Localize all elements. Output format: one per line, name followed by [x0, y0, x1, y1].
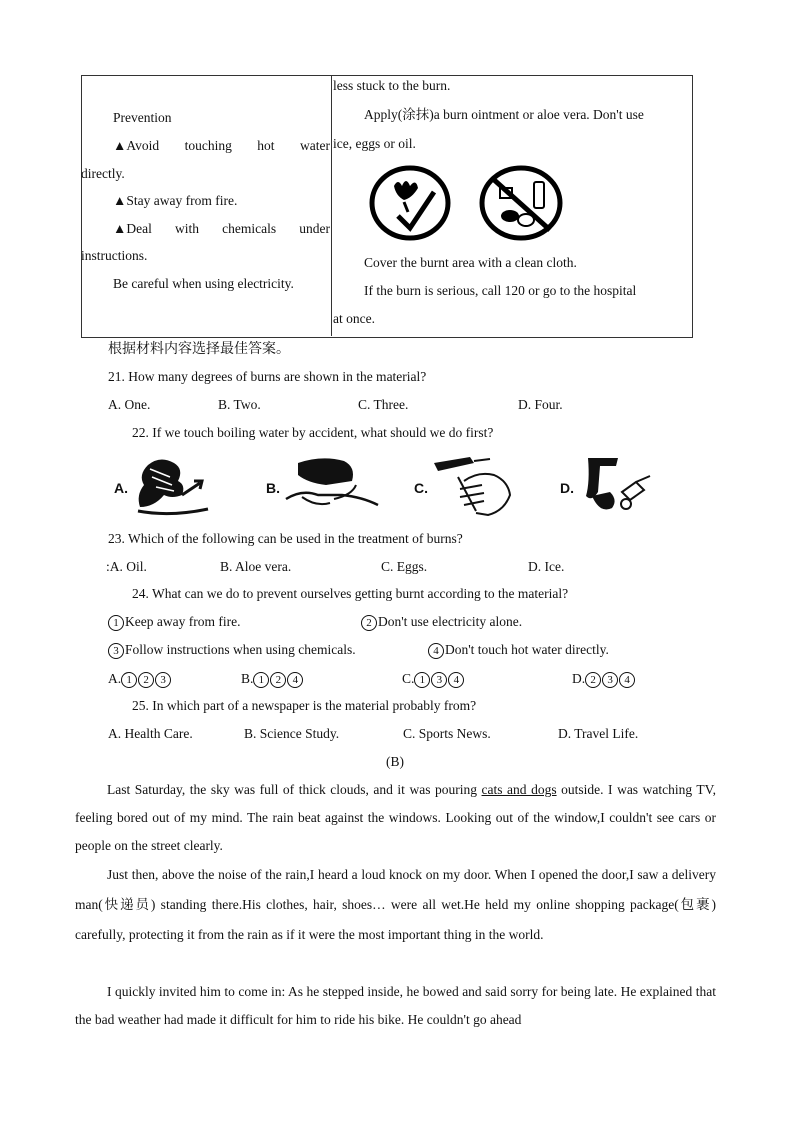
q21-option-d[interactable]: D. Four.: [518, 397, 563, 412]
q23-option-a[interactable]: :A. Oil.: [106, 559, 147, 574]
q21-option-b[interactable]: B. Two.: [218, 397, 261, 412]
q24-statement-3: 3 Follow instructions when using chemicals.: [108, 642, 356, 659]
q22-option-d-label[interactable]: D.: [560, 480, 574, 496]
circled-number: 2: [361, 615, 377, 631]
prevention-item-3-cont: instructions.: [81, 248, 148, 263]
q24-option-d[interactable]: D. 2 3 4: [572, 671, 636, 688]
q24-option-b[interactable]: B. 1 2 4: [241, 671, 304, 688]
q24-statement-2: 2 Don't use electricity alone.: [361, 614, 522, 631]
q25-option-d[interactable]: D. Travel Life.: [558, 726, 639, 741]
circled-number: 4: [428, 643, 444, 659]
q23-option-b[interactable]: B. Aloe vera.: [220, 559, 292, 574]
treatment-line-2: Apply(涂抹)a burn ointment or aloe vera. Don't use: [364, 107, 644, 122]
q22-option-b-label[interactable]: B.: [266, 480, 280, 496]
q21-stem: 21. How many degrees of burns are shown in the material?: [108, 369, 427, 384]
treatment-line-1: less stuck to the burn.: [333, 78, 451, 93]
q22-option-a-label[interactable]: A.: [114, 480, 128, 496]
q25-option-c[interactable]: C. Sports News.: [403, 726, 491, 741]
circled-number: 3: [108, 643, 124, 659]
passage-paragraph-3: I quickly invited him to come in: As he stepped inside, he bowed and said sorry for being late. He explained that the bad weather had made it difficult for him to ride his bike. He couldn't go ahead: [75, 984, 716, 1027]
prevention-item-4: Be careful when using electricity.: [113, 276, 294, 291]
q23-stem: 23. Which of the following can be used in the treatment of burns?: [108, 531, 463, 546]
q24-statement-1: 1 Keep away from fire.: [108, 614, 240, 631]
q22-option-c-label[interactable]: C.: [414, 480, 428, 496]
cloth-on-burn-icon[interactable]: [282, 455, 382, 519]
instruction: 根据材料内容选择最佳答案。: [108, 341, 290, 357]
prevention-item-1: ▲Avoid touching hot water: [113, 138, 330, 153]
q22-stem: 22. If we touch boiling water by accident, what should we do first?: [132, 425, 494, 440]
q23-option-c[interactable]: C. Eggs.: [381, 559, 428, 574]
circled-number: 1: [108, 615, 124, 631]
treatment-line-2-cont: ice, eggs or oil.: [333, 136, 416, 151]
q24-option-c[interactable]: C. 1 3 4: [402, 671, 465, 688]
q24-statement-4: 4 Don't touch hot water directly.: [428, 642, 609, 659]
q25-option-b[interactable]: B. Science Study.: [244, 726, 340, 741]
q24-stem: 24. What can we do to prevent ourselves getting burnt according to the material?: [132, 586, 569, 601]
prevention-title: Prevention: [113, 110, 172, 125]
passage-paragraph-2: Just then, above the noise of the rain,I heard a loud knock on my door. When I opened the door,I saw a delivery man(快递员) standing there.His clothes, hair, shoes… were all wet.He held my online shopping package(包裹) carefully, protecting it from the rain as if it were the most important thing in the world.: [75, 867, 716, 942]
q21-option-c[interactable]: C. Three.: [358, 397, 409, 412]
prevention-item-1-cont: directly.: [81, 166, 125, 181]
treatment-line-4-cont: at once.: [333, 311, 375, 326]
treatment-line-3: Cover the burnt area with a clean cloth.: [364, 255, 577, 270]
ice-on-burn-icon[interactable]: [578, 452, 654, 518]
allowed-treatment-icon: [368, 164, 452, 242]
idiom-underlined: cats and dogs: [481, 782, 557, 797]
q25-option-a[interactable]: A. Health Care.: [108, 726, 193, 741]
q21-option-a[interactable]: A. One.: [108, 397, 151, 412]
prevention-item-2: ▲Stay away from fire.: [113, 193, 238, 208]
prevention-item-3: ▲Deal with chemicals under: [113, 221, 330, 236]
hand-under-water-icon[interactable]: [130, 455, 214, 517]
table-divider: [331, 75, 332, 336]
apply-ointment-icon[interactable]: [430, 453, 516, 519]
forbidden-treatment-icon: [478, 164, 564, 242]
section-b-heading: (B): [386, 754, 404, 769]
q25-stem: 25. In which part of a newspaper is the material probably from?: [132, 698, 477, 713]
treatment-line-4: If the burn is serious, call 120 or go to the hospital: [364, 283, 637, 298]
q23-option-d[interactable]: D. Ice.: [528, 559, 565, 574]
passage-paragraph-1: Last Saturday, the sky was full of thick clouds, and it was pouring cats and dogs outside. I was watching TV, feeling bored out of my mind. The rain beat against the windows. Looking out of the window,I couldn't see cars or people on the street clearly.: [75, 782, 717, 853]
q24-option-a[interactable]: A. 1 2 3: [108, 671, 172, 688]
